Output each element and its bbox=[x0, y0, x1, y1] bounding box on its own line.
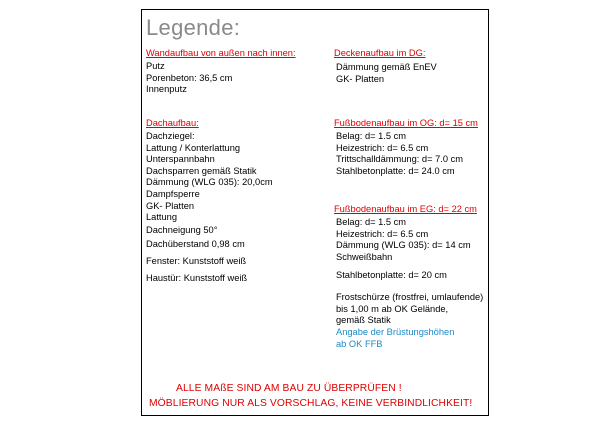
roof-heading: Dachaufbau: bbox=[146, 118, 199, 128]
ceiling-dg-lines bbox=[336, 62, 437, 85]
floor-og-line: Belag: d= 1.5 cm bbox=[336, 131, 407, 141]
roof-detail: Haustür: Kunststoff weiß bbox=[146, 273, 248, 284]
ceiling-dg-line: Dämmung gemäß EnEV bbox=[336, 62, 437, 72]
parapet-note-line: ab OK FFB bbox=[336, 338, 383, 349]
roof-line: GK- Platten bbox=[146, 200, 195, 211]
wall-heading: Wandaufbau von außen nach innen: bbox=[146, 48, 296, 58]
floor-og-line: Trittschalldämmung: d= 7.0 cm bbox=[336, 154, 464, 165]
floor-eg-lines bbox=[336, 217, 471, 263]
warning-furniture: MÖBLIERUNG NUR ALS VORSCHLAG, KEINE VERBINDLICHKEIT! bbox=[149, 398, 473, 409]
roof-line: Dachziegel: bbox=[146, 131, 195, 141]
floor-eg-line: Schweißbahn bbox=[336, 251, 393, 262]
frost-line: bis 1,00 m ab OK Gelände, bbox=[336, 303, 449, 314]
floor-eg-line: Heizestrich: d= 6.5 cm bbox=[336, 228, 429, 239]
roof-line: Lattung / Konterlattung bbox=[146, 142, 241, 153]
floor-eg-line: Belag: d= 1.5 cm bbox=[336, 217, 407, 227]
roof-line: Dachsparren gemäß Statik bbox=[146, 165, 257, 176]
floor-og-heading: Fußbodenaufbau im OG: d= 15 cm bbox=[334, 118, 478, 128]
roof-line: Dämmung (WLG 035): 20,0cm bbox=[146, 177, 273, 188]
wall-lines bbox=[146, 61, 232, 96]
warning-check-dimensions: ALLE MAßE SIND AM BAU ZU ÜBERPRÜFEN ! bbox=[176, 383, 402, 394]
floor-eg-slab: Stahlbetonplatte: d= 20 cm bbox=[336, 270, 447, 280]
roof-line: Lattung bbox=[146, 212, 178, 223]
legend-title: Legende: bbox=[146, 15, 241, 40]
parapet-note bbox=[336, 327, 454, 350]
floor-og-line: Stahlbetonplatte: d= 24.0 cm bbox=[336, 165, 455, 176]
wall-line: Putz bbox=[146, 61, 165, 71]
roof-lines bbox=[146, 131, 273, 224]
parapet-note-line: Angabe der Brüstungshöhen bbox=[336, 327, 455, 337]
wall-line: Innenputz bbox=[146, 84, 187, 95]
roof-line: Dampfsperre bbox=[146, 188, 200, 199]
roof-line: Unterspannbahn bbox=[146, 154, 215, 165]
roof-details bbox=[146, 225, 247, 285]
floor-eg-line: Dämmung (WLG 035): d= 14 cm bbox=[336, 240, 471, 251]
roof-detail: Fenster: Kunststoff weiß bbox=[146, 256, 247, 267]
frost-apron bbox=[336, 292, 483, 327]
floor-og-lines bbox=[336, 131, 463, 177]
wall-line: Porenbeton: 36,5 cm bbox=[146, 72, 233, 83]
frost-line: Frostschürze (frostfrei, umlaufende) bbox=[336, 292, 484, 302]
floor-og-line: Heizestrich: d= 6.5 cm bbox=[336, 142, 429, 153]
roof-detail: Dachüberstand 0,98 cm bbox=[146, 239, 245, 250]
frost-line: gemäß Statik bbox=[336, 315, 391, 326]
floor-eg-heading: Fußbodenaufbau im EG: d= 22 cm bbox=[334, 204, 477, 214]
roof-detail: Dachneigung 50° bbox=[146, 225, 218, 235]
ceiling-dg-heading: Deckenaufbau im DG: bbox=[334, 48, 426, 58]
ceiling-dg-line: GK- Platten bbox=[336, 73, 385, 84]
